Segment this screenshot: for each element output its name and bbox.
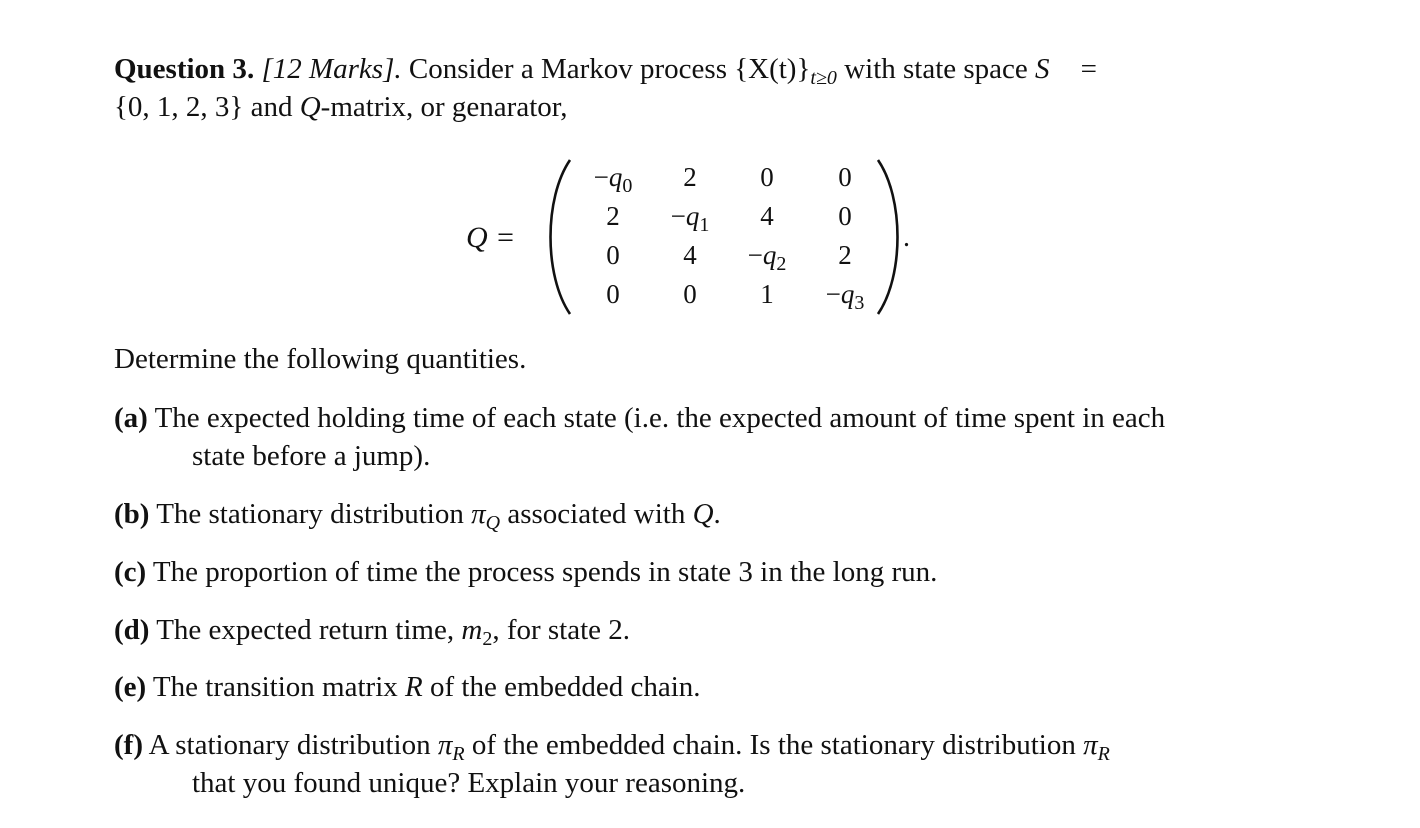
matrix-cell-r3-c3: $-q_3$ xyxy=(825,279,865,314)
part-b-label: (b) xyxy=(114,498,150,530)
matrix-symbol: Q xyxy=(299,91,321,123)
matrix-cell-r3-c1: 0 xyxy=(683,279,697,309)
matrix-cell-r2-c3: 2 xyxy=(838,240,852,270)
part-a-continuation: state before a jump). xyxy=(192,440,431,472)
state-space-symbol: S = xyxy=(1035,53,1099,85)
m2-symbol: $m_2$ xyxy=(461,614,493,650)
matrix-left-paren xyxy=(538,158,578,316)
part-e: (e) The transition matrix R of the embedded chain. xyxy=(114,671,701,703)
matrix-cell-r3-c0: 0 xyxy=(606,279,620,309)
pi-r-symbol-2: $\pi_R$ xyxy=(1083,729,1110,765)
pi-r-symbol: $\pi_R$ xyxy=(437,729,465,765)
question-intro-c: and xyxy=(250,91,293,123)
matrix-cell-r2-c2: $-q_2$ xyxy=(747,240,787,275)
part-a-label: (a) xyxy=(114,402,148,434)
matrix-cell-r0-c2: 0 xyxy=(760,162,774,192)
part-c xyxy=(114,558,937,587)
matrix-cell-r1-c3: 0 xyxy=(838,201,852,231)
matrix-cell-r2-c1: 4 xyxy=(683,240,697,270)
part-c-label: (c) xyxy=(114,556,147,588)
part-d: (d) The expected return time, $m_2$, for state 2. xyxy=(114,614,631,650)
question-header-line-2 xyxy=(114,93,568,122)
part-a xyxy=(114,404,1165,433)
r-symbol: R xyxy=(405,671,423,703)
matrix-cell-r1-c1: $-q_1$ xyxy=(670,201,710,236)
question-intro-a: Consider a Markov process xyxy=(408,53,727,85)
matrix-cell-r0-c0: $-q_0$ xyxy=(593,162,633,197)
part-d-label: (d) xyxy=(114,614,150,646)
pi-q-symbol: $\pi_Q$ xyxy=(471,498,501,534)
matrix-cell-r1-c0: 2 xyxy=(606,201,620,231)
question-heading: Question 3 xyxy=(114,53,247,85)
matrix-end-mark: . xyxy=(903,222,910,253)
question-intro-d: -matrix, or genarator, xyxy=(320,91,568,123)
part-f: (f) A stationary distribution $\pi_R$ of the embedded chain. Is the stationary distribution $\pi_R$ xyxy=(114,729,1110,765)
matrix-cell-r1-c2: 4 xyxy=(760,201,774,231)
matrix-label: Q = xyxy=(466,221,516,254)
part-f-label: (f) xyxy=(114,729,143,761)
part-b: (b) The stationary distribution $\pi_Q$ associated with Q. xyxy=(114,498,721,534)
process-symbol: $\{X(t)\}_{t\ge 0}$ xyxy=(734,53,837,89)
question-intro-b: with state space xyxy=(844,53,1028,85)
part-a-text: The expected holding time of each state (i.e. the expected amount of time spent in each xyxy=(154,402,1166,434)
part-c-text: The proportion of time the process spends in state 3 in the long run. xyxy=(152,556,938,588)
matrix-cell-r0-c3: 0 xyxy=(838,162,852,192)
matrix-cell-r2-c0: 0 xyxy=(606,240,620,270)
matrix-cell-r3-c2: 1 xyxy=(760,279,774,309)
question-marks: [12 Marks] xyxy=(261,53,395,85)
prompt-text: Determine the following quantities. xyxy=(114,343,527,375)
matrix-cell-r0-c1: 2 xyxy=(683,162,697,192)
state-space-set: {0, 1, 2, 3} xyxy=(114,91,244,123)
question-header-line-1: Question 3. [12 Marks]. Consider a Markov process $\{X(t)\}_{t\ge 0}$ with state space S = xyxy=(114,53,1099,89)
part-f-continuation: that you found unique? Explain your reasoning. xyxy=(192,767,746,799)
part-e-label: (e) xyxy=(114,671,147,703)
